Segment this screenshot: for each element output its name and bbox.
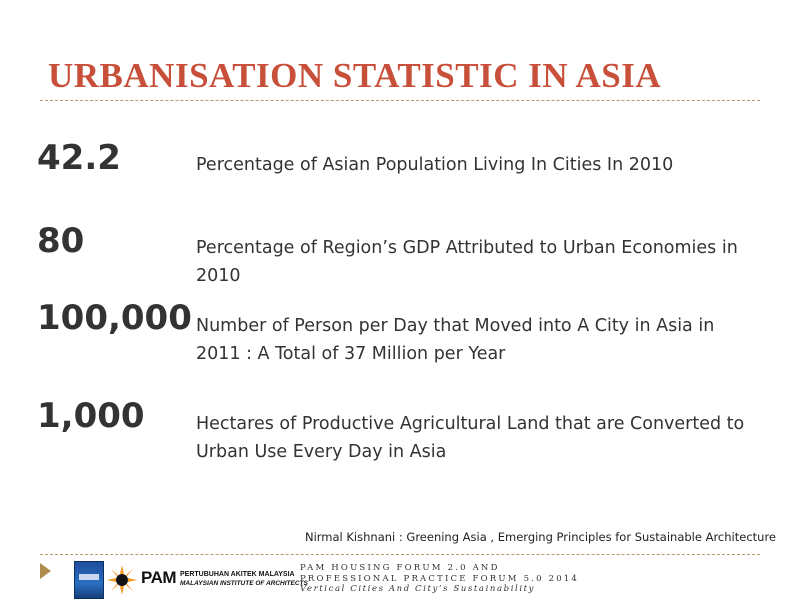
citation: Nirmal Kishnani : Greening Asia , Emerging Principles for Sustainable Architecture	[304, 530, 776, 544]
forum-line-3: Vertical Cities And City’s Sustainability	[300, 584, 536, 594]
stat-description-4: Hectares of Productive Agricultural Land that are Converted to Urban Use Every Day in Asia	[196, 414, 745, 462]
org-name: PERTUBUHAN AKITEK MALAYSIA	[180, 571, 295, 578]
forum-info	[300, 563, 579, 595]
forum-line-2: PROFESSIONAL PRACTICE FORUM 5.0 2014	[300, 573, 580, 584]
forum-book-cover	[74, 561, 104, 599]
pam-logo-text: PAM	[141, 568, 177, 587]
stat-description-2: Percentage of Region’s GDP Attributed to Urban Economies in 2010	[196, 238, 738, 286]
stat-value-3: 100,000	[37, 298, 192, 338]
forum-line-1: PAM HOUSING FORUM 2.0 AND	[300, 563, 500, 573]
stat-description-1: Percentage of Asian Population Living In Cities In 2010	[196, 155, 674, 175]
play-icon[interactable]	[40, 563, 51, 579]
title-divider	[40, 100, 760, 101]
org-name-english: MALAYSIAN INSTITUTE OF ARCHITECTS	[180, 580, 308, 587]
stat-value-4: 1,000	[37, 396, 145, 436]
footer-divider	[40, 554, 760, 555]
pam-sun-logo-icon	[106, 564, 138, 596]
slide-title: URBANISATION STATISTIC IN ASIA	[48, 56, 662, 95]
stat-description-3: Number of Person per Day that Moved into A City in Asia in 2011 : A Total of 37 Million per Year	[196, 316, 715, 364]
stat-value-2: 80	[37, 221, 85, 261]
stat-value-1: 42.2	[37, 138, 121, 178]
